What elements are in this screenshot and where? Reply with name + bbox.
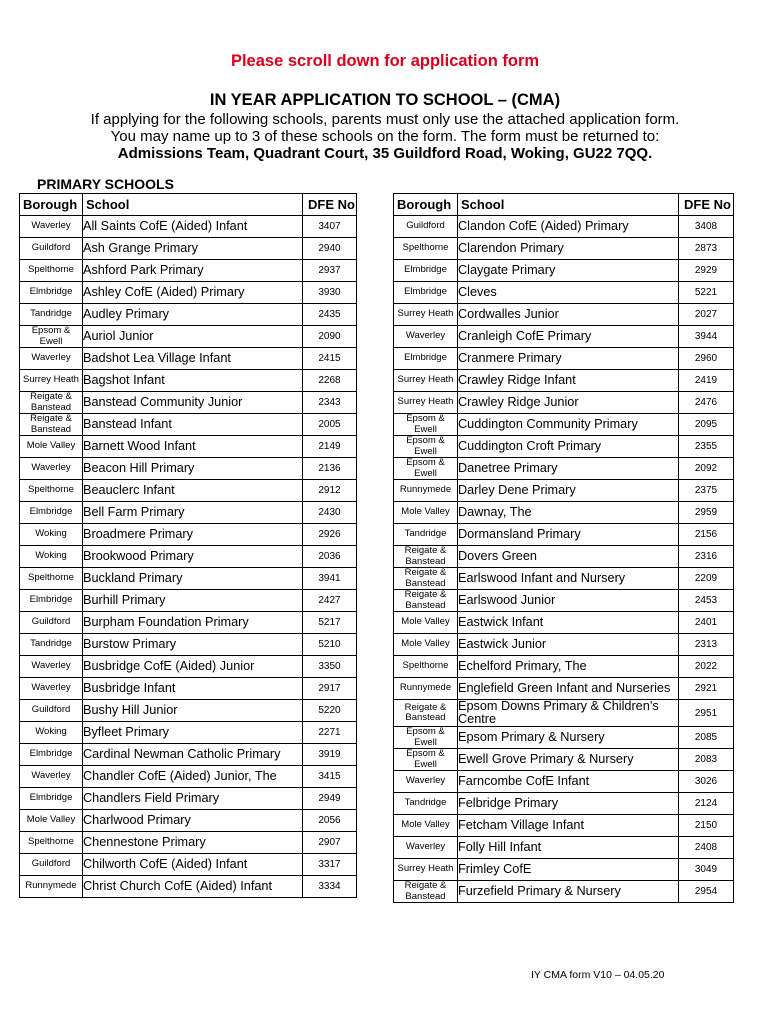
- school-cell: Brookwood Primary: [83, 546, 303, 568]
- table-row: [394, 370, 734, 392]
- school-cell: Dawnay, The: [458, 502, 679, 524]
- dfe-cell: 3049: [679, 859, 734, 881]
- table-row: [20, 656, 357, 678]
- table-row: [20, 370, 357, 392]
- borough-cell: Spelthorne: [20, 480, 83, 502]
- dfe-cell: 2268: [303, 370, 357, 392]
- school-cell: Chandlers Field Primary: [83, 788, 303, 810]
- borough-cell: Woking: [20, 546, 83, 568]
- borough-cell: Reigate & Banstead: [20, 414, 83, 436]
- school-cell: Cleves: [458, 282, 679, 304]
- table-row: [20, 524, 357, 546]
- school-cell: Banstead Infant: [83, 414, 303, 436]
- table-row: [20, 832, 357, 854]
- school-cell: Christ Church CofE (Aided) Infant: [83, 876, 303, 898]
- borough-cell: Reigate & Banstead: [394, 881, 458, 903]
- borough-cell: Guildford: [394, 216, 458, 238]
- dfe-cell: 2873: [679, 238, 734, 260]
- table-row: [394, 678, 734, 700]
- table-row: [394, 881, 734, 903]
- borough-cell: Waverley: [20, 348, 83, 370]
- dfe-cell: 2124: [679, 793, 734, 815]
- school-cell: Crawley Ridge Infant: [458, 370, 679, 392]
- school-cell: Bushy Hill Junior: [83, 700, 303, 722]
- school-cell: Clarendon Primary: [458, 238, 679, 260]
- school-cell: Burstow Primary: [83, 634, 303, 656]
- borough-cell: Spelthorne: [20, 568, 83, 590]
- table-row: [394, 216, 734, 238]
- school-cell: Eastwick Infant: [458, 612, 679, 634]
- schools-table-right: [393, 193, 734, 903]
- school-cell: Crawley Ridge Junior: [458, 392, 679, 414]
- dfe-cell: 5217: [303, 612, 357, 634]
- school-cell: Byfleet Primary: [83, 722, 303, 744]
- borough-cell: Reigate & Banstead: [394, 568, 458, 590]
- school-cell: Danetree Primary: [458, 458, 679, 480]
- table-row: [20, 854, 357, 876]
- borough-cell: Guildford: [20, 612, 83, 634]
- dfe-cell: 2951: [679, 700, 734, 727]
- school-cell: Dormansland Primary: [458, 524, 679, 546]
- dfe-header: DFE No: [679, 194, 734, 216]
- school-cell: Badshot Lea Village Infant: [83, 348, 303, 370]
- intro-text: [0, 111, 770, 162]
- borough-cell: Tandridge: [20, 304, 83, 326]
- dfe-cell: 2375: [679, 480, 734, 502]
- table-row: [20, 700, 357, 722]
- dfe-cell: 2313: [679, 634, 734, 656]
- table-row: [20, 766, 357, 788]
- dfe-cell: 3317: [303, 854, 357, 876]
- table-header-row: [20, 194, 357, 216]
- school-cell: Felbridge Primary: [458, 793, 679, 815]
- dfe-cell: 3941: [303, 568, 357, 590]
- dfe-cell: 2960: [679, 348, 734, 370]
- dfe-cell: 2959: [679, 502, 734, 524]
- borough-cell: Runnymede: [394, 480, 458, 502]
- table-row: [394, 749, 734, 771]
- school-cell: Epsom Primary & Nursery: [458, 727, 679, 749]
- borough-cell: Epsom & Ewell: [20, 326, 83, 348]
- table-row: [20, 304, 357, 326]
- borough-cell: Waverley: [20, 458, 83, 480]
- school-cell: Earlswood Infant and Nursery: [458, 568, 679, 590]
- table-row: [394, 348, 734, 370]
- table-row: [20, 744, 357, 766]
- table-row: [20, 414, 357, 436]
- table-row: [394, 414, 734, 436]
- school-cell: Englefield Green Infant and Nurseries: [458, 678, 679, 700]
- dfe-cell: 2090: [303, 326, 357, 348]
- school-cell: Cordwalles Junior: [458, 304, 679, 326]
- table-row: [20, 722, 357, 744]
- borough-cell: Waverley: [394, 837, 458, 859]
- dfe-cell: 2921: [679, 678, 734, 700]
- dfe-cell: 2209: [679, 568, 734, 590]
- borough-cell: Elmbridge: [394, 348, 458, 370]
- table-row: [20, 634, 357, 656]
- dfe-cell: 2036: [303, 546, 357, 568]
- table-row: [394, 238, 734, 260]
- table-row: [20, 788, 357, 810]
- page-title: IN YEAR APPLICATION TO SCHOOL – (CMA): [209, 91, 561, 109]
- borough-cell: Reigate & Banstead: [394, 590, 458, 612]
- dfe-cell: 5210: [303, 634, 357, 656]
- borough-cell: Waverley: [20, 216, 83, 238]
- borough-cell: Elmbridge: [20, 502, 83, 524]
- school-cell: Clandon CofE (Aided) Primary: [458, 216, 679, 238]
- table-row: [20, 480, 357, 502]
- dfe-cell: 2476: [679, 392, 734, 414]
- dfe-cell: 2415: [303, 348, 357, 370]
- borough-cell: Woking: [20, 524, 83, 546]
- table-row: [20, 260, 357, 282]
- borough-cell: Epsom & Ewell: [394, 727, 458, 749]
- table-row: [20, 876, 357, 898]
- borough-cell: Spelthorne: [394, 656, 458, 678]
- borough-cell: Guildford: [20, 854, 83, 876]
- dfe-cell: 3408: [679, 216, 734, 238]
- borough-cell: Elmbridge: [20, 788, 83, 810]
- table-row: [394, 480, 734, 502]
- dfe-cell: 2929: [679, 260, 734, 282]
- dfe-cell: 2926: [303, 524, 357, 546]
- schools-table-left: [19, 193, 357, 898]
- borough-cell: Reigate & Banstead: [20, 392, 83, 414]
- dfe-cell: 2917: [303, 678, 357, 700]
- table-row: [394, 859, 734, 881]
- dfe-cell: 3919: [303, 744, 357, 766]
- school-header: School: [83, 194, 303, 216]
- school-cell: Epsom Downs Primary & Children’s Centre: [458, 700, 679, 727]
- dfe-cell: 2005: [303, 414, 357, 436]
- table-row: [394, 727, 734, 749]
- school-cell: Broadmere Primary: [83, 524, 303, 546]
- school-cell: Cardinal Newman Catholic Primary: [83, 744, 303, 766]
- table-row: [20, 810, 357, 832]
- school-header: School: [458, 194, 679, 216]
- borough-cell: Waverley: [394, 771, 458, 793]
- intro-line-2: You may name up to 3 of these schools on the form. The form must be returned to:: [110, 128, 660, 145]
- dfe-cell: 2027: [679, 304, 734, 326]
- dfe-header: DFE No: [303, 194, 357, 216]
- borough-cell: Spelthorne: [20, 832, 83, 854]
- borough-cell: Elmbridge: [20, 590, 83, 612]
- school-cell: Charlwood Primary: [83, 810, 303, 832]
- school-cell: Banstead Community Junior: [83, 392, 303, 414]
- borough-cell: Guildford: [20, 700, 83, 722]
- school-cell: Chennestone Primary: [83, 832, 303, 854]
- borough-cell: Mole Valley: [394, 612, 458, 634]
- school-cell: Ewell Grove Primary & Nursery: [458, 749, 679, 771]
- dfe-cell: 2937: [303, 260, 357, 282]
- dfe-cell: 3407: [303, 216, 357, 238]
- borough-cell: Surrey Heath: [394, 392, 458, 414]
- school-cell: Busbridge Infant: [83, 678, 303, 700]
- dfe-cell: 2095: [679, 414, 734, 436]
- borough-cell: Surrey Heath: [394, 304, 458, 326]
- borough-cell: Runnymede: [20, 876, 83, 898]
- dfe-cell: 2271: [303, 722, 357, 744]
- school-cell: Furzefield Primary & Nursery: [458, 881, 679, 903]
- dfe-cell: 2022: [679, 656, 734, 678]
- school-cell: Busbridge CofE (Aided) Junior: [83, 656, 303, 678]
- borough-cell: Tandridge: [394, 793, 458, 815]
- dfe-cell: 2056: [303, 810, 357, 832]
- dfe-cell: 2085: [679, 727, 734, 749]
- table-row: [394, 590, 734, 612]
- dfe-cell: 5221: [679, 282, 734, 304]
- borough-cell: Woking: [20, 722, 83, 744]
- table-row: [394, 815, 734, 837]
- dfe-cell: 2940: [303, 238, 357, 260]
- school-cell: Auriol Junior: [83, 326, 303, 348]
- borough-cell: Epsom & Ewell: [394, 414, 458, 436]
- borough-cell: Elmbridge: [20, 744, 83, 766]
- section-title: PRIMARY SCHOOLS: [37, 176, 174, 192]
- school-cell: Dovers Green: [458, 546, 679, 568]
- school-cell: Buckland Primary: [83, 568, 303, 590]
- school-cell: Ash Grange Primary: [83, 238, 303, 260]
- table-row: [20, 546, 357, 568]
- borough-cell: Surrey Heath: [394, 370, 458, 392]
- school-cell: Beauclerc Infant: [83, 480, 303, 502]
- borough-cell: Tandridge: [394, 524, 458, 546]
- dfe-cell: 2316: [679, 546, 734, 568]
- table-row: [20, 348, 357, 370]
- dfe-cell: 5220: [303, 700, 357, 722]
- school-cell: Cuddington Croft Primary: [458, 436, 679, 458]
- borough-cell: Elmbridge: [20, 282, 83, 304]
- dfe-cell: 2092: [679, 458, 734, 480]
- borough-cell: Spelthorne: [20, 260, 83, 282]
- table-row: [394, 436, 734, 458]
- borough-cell: Surrey Heath: [20, 370, 83, 392]
- borough-cell: Waverley: [20, 766, 83, 788]
- borough-cell: Waverley: [20, 656, 83, 678]
- dfe-cell: 3026: [679, 771, 734, 793]
- table-row: [20, 216, 357, 238]
- school-cell: Burpham Foundation Primary: [83, 612, 303, 634]
- dfe-cell: 2907: [303, 832, 357, 854]
- dfe-cell: 2401: [679, 612, 734, 634]
- school-cell: Darley Dene Primary: [458, 480, 679, 502]
- borough-cell: Mole Valley: [20, 810, 83, 832]
- school-cell: Cranmere Primary: [458, 348, 679, 370]
- borough-header: Borough: [394, 194, 458, 216]
- dfe-cell: 2949: [303, 788, 357, 810]
- dfe-cell: 3415: [303, 766, 357, 788]
- dfe-cell: 2435: [303, 304, 357, 326]
- table-row: [20, 458, 357, 480]
- borough-cell: Epsom & Ewell: [394, 749, 458, 771]
- table-row: [20, 590, 357, 612]
- dfe-cell: 3350: [303, 656, 357, 678]
- school-cell: Frimley CofE: [458, 859, 679, 881]
- table-row: [20, 678, 357, 700]
- borough-cell: Spelthorne: [394, 238, 458, 260]
- table-row: [394, 656, 734, 678]
- borough-cell: Mole Valley: [394, 502, 458, 524]
- school-cell: Chandler CofE (Aided) Junior, The: [83, 766, 303, 788]
- school-cell: Bell Farm Primary: [83, 502, 303, 524]
- school-cell: Bagshot Infant: [83, 370, 303, 392]
- table-row: [20, 238, 357, 260]
- borough-cell: Waverley: [394, 326, 458, 348]
- school-cell: Barnett Wood Infant: [83, 436, 303, 458]
- table-row: [394, 260, 734, 282]
- borough-cell: Mole Valley: [394, 634, 458, 656]
- table-header-row: [394, 194, 734, 216]
- borough-cell: Guildford: [20, 238, 83, 260]
- school-cell: Cuddington Community Primary: [458, 414, 679, 436]
- table-row: [394, 282, 734, 304]
- school-cell: Burhill Primary: [83, 590, 303, 612]
- borough-cell: Elmbridge: [394, 282, 458, 304]
- borough-cell: Reigate & Banstead: [394, 700, 458, 727]
- table-row: [394, 837, 734, 859]
- dfe-cell: 2150: [679, 815, 734, 837]
- dfe-cell: 2083: [679, 749, 734, 771]
- table-row: [20, 326, 357, 348]
- school-cell: Echelford Primary, The: [458, 656, 679, 678]
- table-row: [20, 612, 357, 634]
- borough-header: Borough: [20, 194, 83, 216]
- borough-cell: Waverley: [20, 678, 83, 700]
- table-row: [394, 793, 734, 815]
- dfe-cell: 3944: [679, 326, 734, 348]
- intro-line-1: If applying for the following schools, parents must only use the attached application form.: [90, 111, 680, 128]
- dfe-cell: 2408: [679, 837, 734, 859]
- dfe-cell: 2156: [679, 524, 734, 546]
- table-row: [20, 436, 357, 458]
- school-cell: Claygate Primary: [458, 260, 679, 282]
- table-row: [394, 326, 734, 348]
- dfe-cell: 2453: [679, 590, 734, 612]
- borough-cell: Reigate & Banstead: [394, 546, 458, 568]
- dfe-cell: 2149: [303, 436, 357, 458]
- school-cell: Chilworth CofE (Aided) Infant: [83, 854, 303, 876]
- borough-cell: Tandridge: [20, 634, 83, 656]
- dfe-cell: 2355: [679, 436, 734, 458]
- table-row: [394, 771, 734, 793]
- table-row: [394, 612, 734, 634]
- school-cell: Cranleigh CofE Primary: [458, 326, 679, 348]
- table-row: [394, 304, 734, 326]
- dfe-cell: 3334: [303, 876, 357, 898]
- dfe-cell: 3930: [303, 282, 357, 304]
- table-row: [394, 700, 734, 727]
- borough-cell: Epsom & Ewell: [394, 436, 458, 458]
- table-row: [394, 546, 734, 568]
- table-row: [394, 502, 734, 524]
- table-row: [394, 524, 734, 546]
- dfe-cell: 2427: [303, 590, 357, 612]
- school-cell: Audley Primary: [83, 304, 303, 326]
- table-row: [394, 568, 734, 590]
- school-cell: Folly Hill Infant: [458, 837, 679, 859]
- dfe-cell: 2430: [303, 502, 357, 524]
- dfe-cell: 2954: [679, 881, 734, 903]
- borough-cell: Surrey Heath: [394, 859, 458, 881]
- table-row: [20, 568, 357, 590]
- school-cell: Ashley CofE (Aided) Primary: [83, 282, 303, 304]
- table-row: [20, 502, 357, 524]
- borough-cell: Mole Valley: [20, 436, 83, 458]
- scroll-notice: Please scroll down for application form: [230, 52, 540, 70]
- school-cell: Earlswood Junior: [458, 590, 679, 612]
- school-cell: Ashford Park Primary: [83, 260, 303, 282]
- school-cell: Fetcham Village Infant: [458, 815, 679, 837]
- dfe-cell: 2419: [679, 370, 734, 392]
- school-cell: Beacon Hill Primary: [83, 458, 303, 480]
- table-row: [394, 458, 734, 480]
- return-address: Admissions Team, Quadrant Court, 35 Guildford Road, Woking, GU22 7QQ.: [117, 145, 653, 162]
- dfe-cell: 2912: [303, 480, 357, 502]
- borough-cell: Epsom & Ewell: [394, 458, 458, 480]
- dfe-cell: 2136: [303, 458, 357, 480]
- table-row: [394, 634, 734, 656]
- dfe-cell: 2343: [303, 392, 357, 414]
- table-row: [394, 392, 734, 414]
- borough-cell: Elmbridge: [394, 260, 458, 282]
- borough-cell: Mole Valley: [394, 815, 458, 837]
- school-cell: Farncombe CofE Infant: [458, 771, 679, 793]
- table-row: [20, 282, 357, 304]
- borough-cell: Runnymede: [394, 678, 458, 700]
- form-version: IY CMA form V10 – 04.05.20: [531, 969, 665, 981]
- school-cell: Eastwick Junior: [458, 634, 679, 656]
- school-cell: All Saints CofE (Aided) Infant: [83, 216, 303, 238]
- table-row: [20, 392, 357, 414]
